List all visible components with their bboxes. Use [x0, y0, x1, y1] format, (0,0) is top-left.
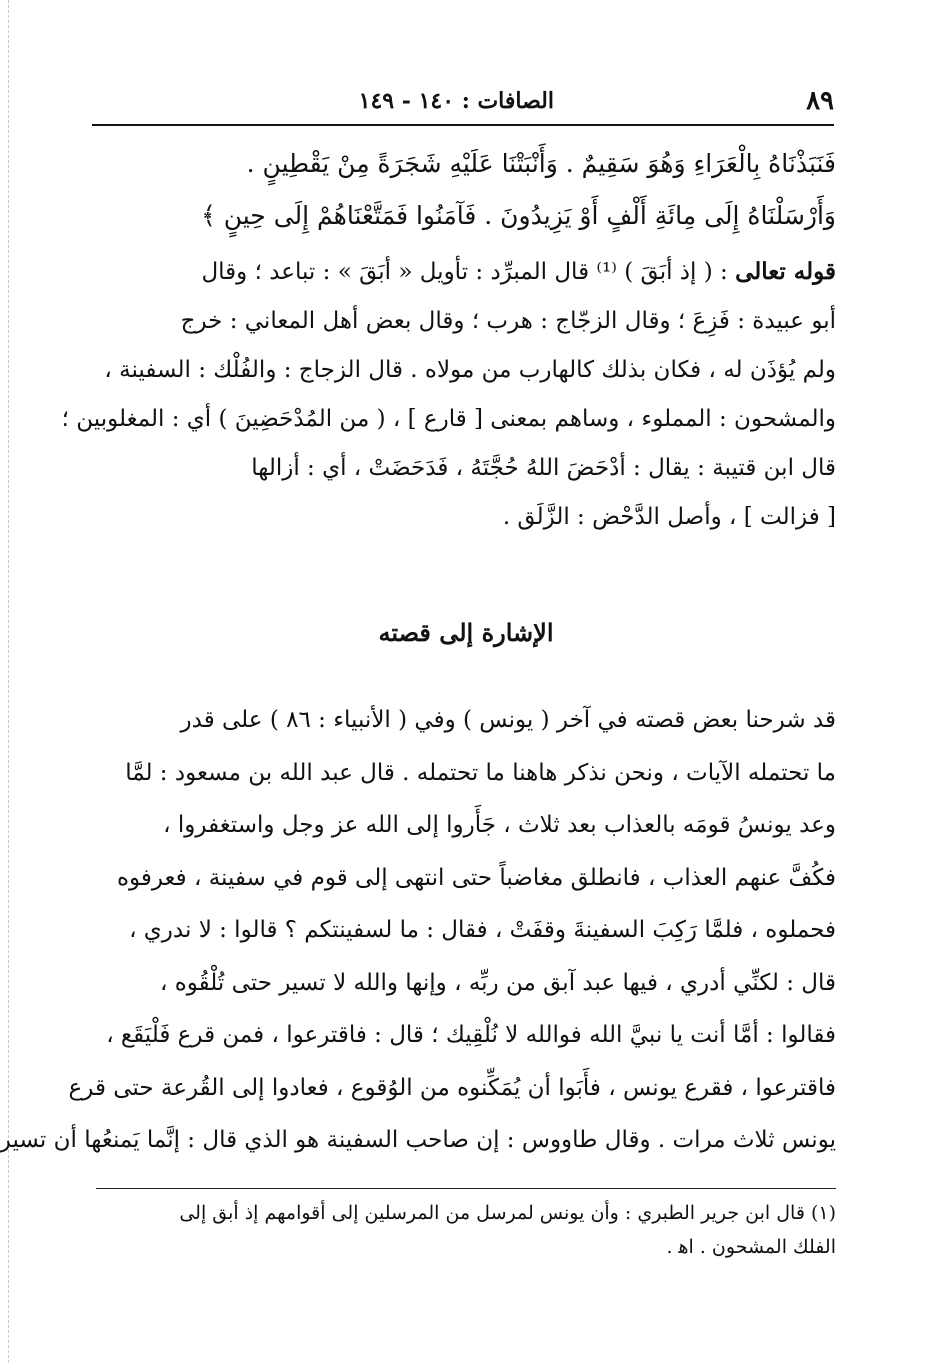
commentary [61, 247, 836, 542]
verse-line: وَأَرْسَلْنَاهُ إِلَى مِائَةِ أَلْفٍ أَوْ يَزِيدُونَ . فَآمَنُوا فَمَتَّعْنَاهُمْ إِلَى حِينٍ ﴾ [201, 201, 836, 230]
commentary-line: [ فزالت ] ، وأصل الدَّحْض : الزَّلَق . [502, 504, 836, 530]
story-line: يونس ثلاث مرات . وقال طاووس : إن صاحب السفينة هو الذي قال : إنَّما يَمنعُها أن تسير [0, 1127, 836, 1153]
verse-line: فَنَبَذْنَاهُ بِالْعَرَاءِ وَهُوَ سَقِيمٌ . وَأَنْبَتْنَا عَلَيْهِ شَجَرَةً مِنْ يَقْطِينٍ . [246, 149, 836, 178]
page-number: ٨٩ [806, 86, 834, 116]
story-line: قال : لكنِّي أدري ، فيها عبد آبق من ربِّه ، وإنها والله لا تسير حتى تُلْقُوه ، [159, 969, 836, 996]
header-rule [92, 124, 834, 126]
commentary-line [96, 247, 836, 297]
commentary-line: والمشحون : المملوء ، وساهم بمعنى [ قارع ] ، ( من المُدْحَضِينَ ) أي : المغلوبين ؛ [61, 406, 836, 432]
story-line: قد شرحنا بعض قصته في آخر ( يونس ) وفي ( الأنبياء : ٨٦ ) على قدر [180, 707, 836, 733]
quran-verses [96, 138, 836, 242]
commentary-line: أبو عبيدة : فَزِعَ ؛ وقال الزجّاج : هرب ؛ وقال بعض أهل المعاني : خرج [180, 308, 836, 334]
commentary-line: قال ابن قتيبة : يقال : أدْحَضَ اللهُ حُجَّتَهُ ، فَدَحَضَتْ ، أي : أزالها [251, 455, 836, 481]
footnote-rule [96, 1188, 836, 1189]
story-line: وعد يونسُ قومَه بالعذاب بعد ثلاث ، جَأَروا إلى الله عز وجل واستغفروا ، [163, 812, 836, 838]
story-line: فحملوه ، فلمَّا رَكِبَ السفينةَ وقفَتْ ، فقال : ما لسفينتكم ؟ قالوا : لا ندري ، [129, 917, 836, 943]
commentary-line: ولم يُؤذَن له ، فكان بذلك كالهارب من مولاه . قال الزجاج : والفُلْك : السفينة ، [104, 357, 836, 383]
running-title: الصافات : ١٤٠ - ١٤٩ [358, 88, 554, 114]
story-line: فاقترعوا ، فقرع يونس ، فأَبَوا أن يُمَكِّنوه من الوُقوع ، فعادوا إلى القُرعة حتى قرع [68, 1074, 836, 1101]
footnote-line: (١) قال ابن جرير الطبري : وأن يونس لمرسل من المرسلين إلى أقوامهم إذ أبق إلى [179, 1202, 836, 1224]
footnote-line: الفلك المشحون . اﻫ . [666, 1236, 836, 1258]
commentary-lead: قوله تعالى [735, 258, 836, 285]
page-header [92, 86, 834, 120]
commentary-line-text: : ( إذ أبَقَ ) ⁽¹⁾ قال المبرِّد : تأويل « أبَقَ » : تباعد ؛ وقال [201, 259, 728, 285]
section-heading: الإشارة إلى قصته [378, 618, 554, 647]
story-line: فقالوا : أمَّا أنت يا نبيَّ الله فوالله لا نُلْقِيك ؛ قال : فاقترعوا ، فمن قرع فَلْيَقَع ، [106, 1022, 836, 1048]
footnote [96, 1196, 836, 1264]
story-line: ما تحتمله الآيات ، ونحن نذكر هاهنا ما تحتمله . قال عبد الله بن مسعود : لمَّا [125, 759, 836, 786]
story-line: فكُفَّ عنهم العذاب ، فانطلق مغاضباً حتى انتهى إلى قوم في سفينة ، فعرفوه [116, 864, 836, 891]
story-text [0, 694, 836, 1167]
